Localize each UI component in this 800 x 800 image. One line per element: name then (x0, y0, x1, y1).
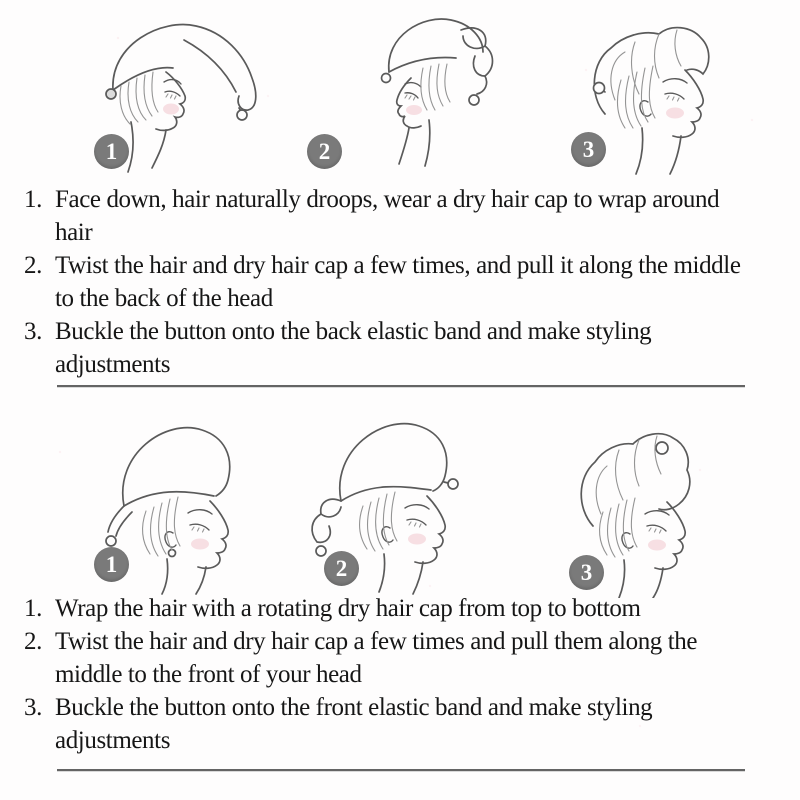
instruction-list-back-method (24, 183, 769, 381)
instruction-number: 1. (24, 595, 42, 622)
step-badge: 2 (307, 134, 342, 169)
step-badge: 1 (94, 134, 129, 169)
instruction-item (24, 625, 769, 691)
instruction-text: Twist the hair and dry hair cap a few times, and pull it along the middle to the back of the head (55, 252, 741, 312)
instruction-item (24, 183, 769, 249)
instruction-text: Wrap the hair with a rotating dry hair cap from top to bottom (55, 595, 641, 622)
instruction-item (24, 249, 769, 315)
instruction-item (24, 592, 769, 625)
instruction-text: Buckle the button onto the back elastic band and make styling adjustments (55, 318, 652, 378)
illustration-front-method-step-2 (288, 410, 503, 598)
instruction-item (24, 315, 769, 381)
step-badge: 1 (94, 547, 129, 582)
section-divider (57, 769, 745, 771)
woman-cap-twisted-back-drawing (288, 410, 503, 598)
step-badge: 2 (324, 551, 359, 586)
instruction-number: 1. (24, 186, 42, 213)
instruction-item (24, 691, 769, 757)
instruction-number: 3. (24, 318, 42, 345)
section-divider (57, 385, 745, 387)
instruction-text: Face down, hair naturally droops, wear a dry hair cap to wrap around hair (55, 186, 720, 246)
step-badge: 3 (569, 555, 604, 590)
instruction-text: Buckle the button onto the front elastic band and make styling adjustments (55, 694, 653, 754)
instruction-number: 2. (24, 628, 42, 655)
instruction-number: 3. (24, 694, 42, 721)
instruction-list-front-method (24, 592, 769, 757)
instruction-number: 2. (24, 252, 42, 279)
illustration-back-method-step-1 (58, 10, 268, 175)
woman-head-bowed-cap-drawing (58, 10, 268, 175)
instruction-text: Twist the hair and dry hair cap a few times and pull them along the middle to the front of your head (55, 628, 698, 688)
step-badge: 3 (571, 132, 606, 167)
